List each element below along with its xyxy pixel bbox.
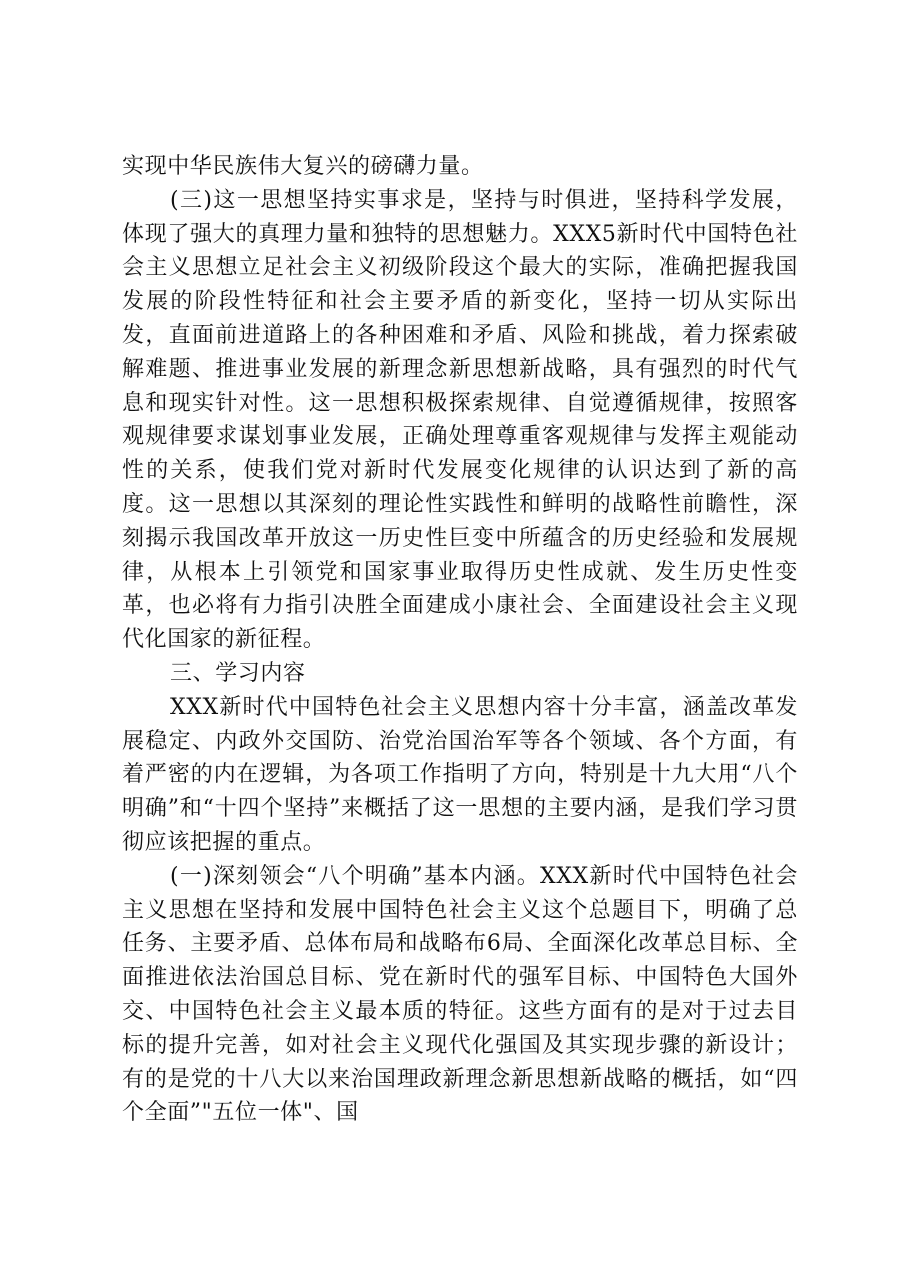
section-heading-learning-content: 三、学习内容 (170, 660, 306, 686)
paragraph-section-three: (三)这一思想坚持实事求是，坚持与时俱进，坚持科学发展，体现了强大的真理力量和独特的思想魅力。XXX5新时代中国特色社会主义思想立足社会主义初级阶段这个最大的实际，准确把握我国发展的阶段性特征和社会主要矛盾的新变化，坚持一切从实际出发，直面前进道路上的各种困难和矛盾、风险和挑战，着力探索破解难题、推进事业发展的新理念新思想新战略，具有强烈的时代气息和现实针对性。这一思想积极探索规律、自觉遵循规律，按照客观规律要求谋划事业发展，正确处理尊重客观规律与发挥主观能动性的关系，使我们党对新时代发展变化规律的认识达到了新的高度。这一思想以其深刻的理论性实践性和鲜明的战略性前瞻性，深刻揭示我国改革开放这一历史性巨变中所蕴含的历史经验和发展规律，从根本上引领党和国家事业取得历史性成就、发生历史性变革，也必将有力指引决胜全面建成小康社会、全面建设社会主义现代化国家的新征程。 (122, 187, 798, 653)
paragraph-eight-clarifications: (一)深刻领会“八个明确”基本内涵。XXX新时代中国特色社会主义思想在坚持和发展中国特色社会主义这个总题目下，明确了总任务、主要矛盾、总体布局和战略布6局、全面深化改革总目标、全面推进依法治国总目标、党在新时代的强军目标、中国特色大国外交、中国特色社会主义最本质的特征。这些方面有的是对于过去目标的提升完善，如对社会主义现代化强国及其实现步骤的新设计；有的是党的十八大以来治国理政新理念新思想新战略的概括，如“四个全面”"五位一体"、国 (122, 863, 798, 1126)
document-body (122, 150, 798, 1130)
paragraph-continuation: 实现中华民族伟大复兴的磅礴力量。 (122, 154, 484, 179)
paragraph-content-overview: XXX新时代中国特色社会主义思想内容十分丰富，涵盖改革发展稳定、内政外交国防、治党治国治军等各个领域、各个方面，有着严密的内在逻辑，为各项工作指明了方向，特别是十九大用“八个明确”和“十四个坚持”来概括了这一思想的主要内涵，是我们学习贯彻应该把握的重点。 (122, 694, 798, 855)
